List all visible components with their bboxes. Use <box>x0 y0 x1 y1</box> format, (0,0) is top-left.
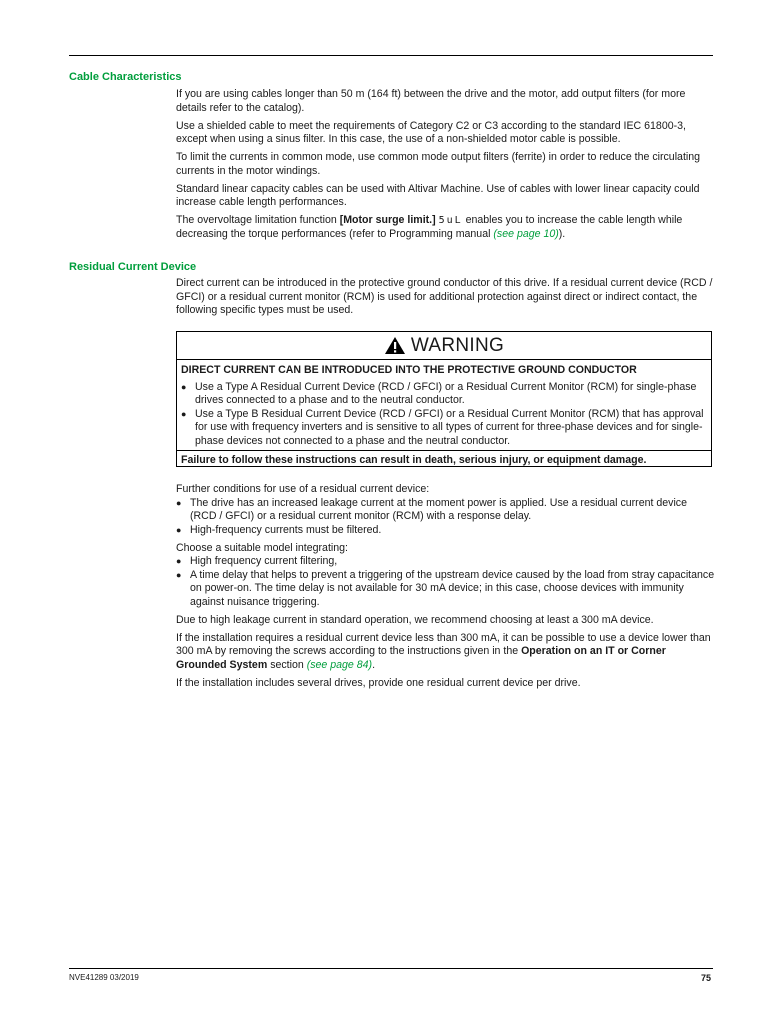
leakage-paragraph: Due to high leakage current in standard operation, we recommend choosing at least a 300 mA device. <box>176 613 654 626</box>
bottom-rule <box>69 968 713 969</box>
further-intro: Further conditions for use of a residual current device: <box>176 483 430 495</box>
cable-paragraph: If you are using cables longer than 50 m (164 ft) between the drive and the motor, add output filters (for more details refer to the catalog). <box>176 88 686 114</box>
installation-paragraph: If the installation requires a residual current device less than 300 mA, it can be possible to use a device lower than 300 mA by removing the screws according to the instructions given in the Operation on an IT or Corner Grounded System section (see page 84). <box>176 631 711 671</box>
cable-body <box>176 88 716 246</box>
warning-headline: DIRECT CURRENT CAN BE INTRODUCED INTO THE PROTECTIVE GROUND CONDUCTOR <box>181 364 637 376</box>
warning-title: WARNING <box>177 332 711 360</box>
several-drives-paragraph: If the installation includes several drives, provide one residual current device per drive. <box>176 676 581 689</box>
cable-paragraph-surge: The overvoltage limitation function [Motor surge limit.] 5uL enables you to increase the cable length while decreasing the torque performances (refer to Programming manual (see page 10)). <box>176 214 683 240</box>
section-reference: Operation on an IT or Corner Grounded System <box>176 645 666 671</box>
parameter-code: 5uL <box>438 215 463 226</box>
list-item: ● Use a Type A Residual Current Device (RCD / GFCI) or a Residual Current Monitor (RCM) for single-phase drives connected to a phase and to the neutral conductor. <box>181 381 711 408</box>
see-page-84-link[interactable]: (see page 84) <box>306 658 373 671</box>
warning-list <box>177 381 711 449</box>
parameter-name: [Motor surge limit.] <box>339 214 436 226</box>
cable-paragraph: Standard linear capacity cables can be used with Altivar Machine. Use of cables with lower linear capacity could increase cable length performances. <box>176 182 700 208</box>
list-item: ● A time delay that helps to prevent a triggering of the upstream device caused by the load from stray capacitance on power-on. The time delay is not available for 30 mA device; in this case, choose devices with immunity against nuisance triggering. <box>176 569 716 610</box>
cable-paragraph: To limit the currents in common mode, use common mode output filters (ferrite) in order to reduce the circulating currents in the motor windings. <box>176 151 701 177</box>
list-item: ● The drive has an increased leakage current at the moment power is applied. Use a residual current device (RCD / GFCI) or a residual current monitor (RCM) with a response delay. <box>176 497 716 524</box>
cable-paragraph: Use a shielded cable to meet the requirements of Category C2 or C3 according to the standard IEC 61800-3, except when using a sinus filter. In this case, the use of a non-shielded motor cable is possible. <box>176 119 686 145</box>
section-heading-rcd: Residual Current Device <box>69 261 197 273</box>
doc-reference: NVE41289 03/2019 <box>69 973 139 982</box>
list-item: ● Use a Type B Residual Current Device (RCD / GFCI) or a Residual Current Monitor (RCM) that has approval for use with frequency inverters and is sensitive to all types of current for three-phase devices and for single-phase devices not connected to a phase and the neutral conductor. <box>181 408 711 449</box>
warning-triangle-icon <box>384 336 406 355</box>
list-item: ● High frequency current filtering, <box>176 555 716 569</box>
choose-intro: Choose a suitable model integrating: <box>176 541 348 554</box>
see-page-10-link[interactable]: (see page 10) <box>493 227 559 240</box>
rcd-body <box>176 483 716 695</box>
page-number: 75 <box>700 973 711 983</box>
rcd-intro-paragraph: Direct current can be introduced in the protective ground conductor of this drive. If a residual current device (RCD / GFCI) or a residual current monitor (RCM) is used for additional protection against direct or indirect contact, the following specific types must be used. <box>176 277 713 316</box>
choose-list <box>176 555 716 609</box>
list-item: ● High-frequency currents must be filtered. <box>176 524 716 538</box>
further-list <box>176 497 716 538</box>
section-heading-cable: Cable Characteristics <box>69 71 182 83</box>
warning-box <box>176 331 712 467</box>
warning-footer: Failure to follow these instructions can result in death, serious injury, or equipment damage. <box>177 450 711 468</box>
rcd-intro <box>176 277 716 322</box>
top-rule <box>69 55 713 56</box>
